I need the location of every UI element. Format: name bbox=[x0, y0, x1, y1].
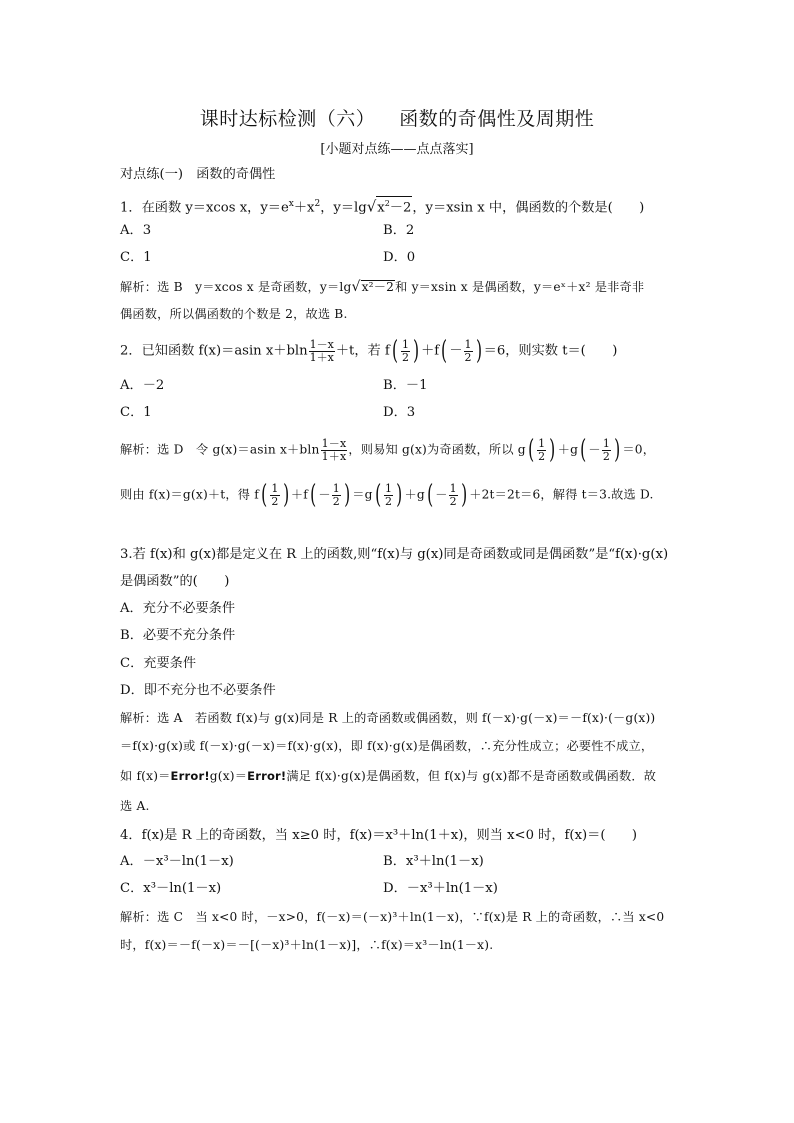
q3-solution-line-1: 解析：选 A 若函数 f(x)与 g(x)同是 R 上的奇函数或偶函数，则 f(－x)·g(－x)＝－f(x)·(－g(x)) bbox=[120, 711, 656, 725]
q1-solution-line-2: 偶函数，所以偶函数的个数是 2，故选 B. bbox=[120, 307, 348, 321]
q4-option-b: B．x³＋ln(1－x) bbox=[383, 854, 484, 869]
q1-solution-line-1: 解析：选 B y＝xcos x 是奇函数，y＝lg√x²－2和 y＝xsin x 是偶函数，y＝eˣ＋x² 是非奇非 bbox=[120, 279, 645, 295]
q3-solution-line-4: 选 A. bbox=[120, 799, 150, 813]
error-placeholder: Error! bbox=[247, 769, 287, 783]
q3-solution-line-3: 如 f(x)＝Error!g(x)＝Error!满足 f(x)·g(x)是偶函数，但 f(x)与 g(x)都不是奇函数或偶函数．故 bbox=[120, 769, 657, 783]
q4-option-d: D．－x³＋ln(1－x) bbox=[383, 881, 498, 896]
q2-option-d: D．3 bbox=[383, 405, 416, 420]
title-main: 课时达标检测（六） bbox=[199, 108, 376, 130]
q3-option-b: B．必要不充分条件 bbox=[120, 628, 236, 643]
q3-solution-line-2: ＝f(x)·g(x)或 f(－x)·g(－x)＝f(x)·g(x)，即 f(x)·g(x)是偶函数，∴充分性成立；必要性不成立， bbox=[120, 739, 654, 753]
q4-option-c: C．x³－ln(1－x) bbox=[120, 881, 222, 896]
q2-option-c: C．1 bbox=[120, 405, 152, 420]
q4-stem: 4．f(x)是 R 上的奇函数，当 x≥0 时，f(x)＝x³＋ln(1＋x)，则当 x<0 时，f(x)＝( ) bbox=[120, 828, 638, 843]
page-subtitle: [小题对点练——点点落实] bbox=[320, 142, 474, 157]
q1-option-d: D．0 bbox=[383, 250, 416, 265]
q1-option-b: B．2 bbox=[383, 223, 415, 238]
q1-stem: 1．在函数 y＝xcos x，$y=e^x+x^2$，$y=\lg√x^2-2$，y＝xsin x 中，偶函数的个数是( ) bbox=[120, 197, 645, 216]
section-heading: 对点练(一) 函数的奇偶性 bbox=[120, 167, 276, 182]
fraction: $\frac{1-x}{1+x}$ bbox=[309, 337, 334, 364]
q1-option-a: A．3 bbox=[120, 223, 152, 238]
error-placeholder: Error! bbox=[170, 769, 210, 783]
title-topic: 函数的奇偶性及周期性 bbox=[399, 108, 595, 130]
q4-option-a: A．－x³－ln(1－x) bbox=[120, 854, 234, 869]
q2-option-a: A．－2 bbox=[120, 378, 165, 393]
q2-stem: 2．已知函数 f(x)＝asin x＋bln $\frac{1-x}{1+x}$ ＋t，若 f( $\frac{1}{2}$ ) ＋f( － $\frac{1}{2}$ ) ＝6，则实数 t＝( ) bbox=[120, 336, 618, 366]
q4-solution-line-2: 时，f(x)＝－f(－x)＝－[(－x)³＋ln(1－x)]，∴f(x)＝x³－ln(1－x). bbox=[120, 938, 494, 952]
sqrt-expression: $x^2-2$ bbox=[376, 196, 412, 214]
q2-solution-line-2: 则由 f(x)＝g(x)＋t，得 f( $\frac{1}{2}$ ) ＋f( － $\frac{1}{2}$ ) ＝g( $\frac{1}{2}$ ) ＋g( － $\frac{1}{2}$ ) ＋2t＝2t＝6，解得 t＝3.故选 D. bbox=[120, 480, 654, 510]
q3-stem-line-1: 3.若 f(x)和 g(x)都是定义在 R 上的函数,则“f(x)与 g(x)同是奇函数或同是偶函数”是“f(x)·g(x) bbox=[120, 547, 669, 562]
page-title bbox=[0, 104, 794, 131]
q3-option-a: A．充分不必要条件 bbox=[120, 601, 236, 616]
q4-solution-line-1: 解析：选 C 当 x<0 时，－x>0，f(－x)＝(－x)³＋ln(1－x)，∵f(x)是 R 上的奇函数，∴当 x<0 bbox=[120, 910, 665, 924]
q2-solution-line-1: 解析：选 D 令 g(x)＝asin x＋bln $\frac{1-x}{1+x}$ ，则易知 g(x)为奇函数，所以 g( $\frac{1}{2}$ ) ＋g( － $\frac{1}{2}$ ) ＝0， bbox=[120, 435, 656, 465]
q3-option-d: D．即不充分也不必要条件 bbox=[120, 683, 276, 698]
q3-stem-line-2: 是偶函数”的( ) bbox=[120, 574, 230, 589]
q2-option-b: B．－1 bbox=[383, 378, 428, 393]
q3-option-c: C．充要条件 bbox=[120, 656, 197, 671]
q1-option-c: C．1 bbox=[120, 250, 152, 265]
